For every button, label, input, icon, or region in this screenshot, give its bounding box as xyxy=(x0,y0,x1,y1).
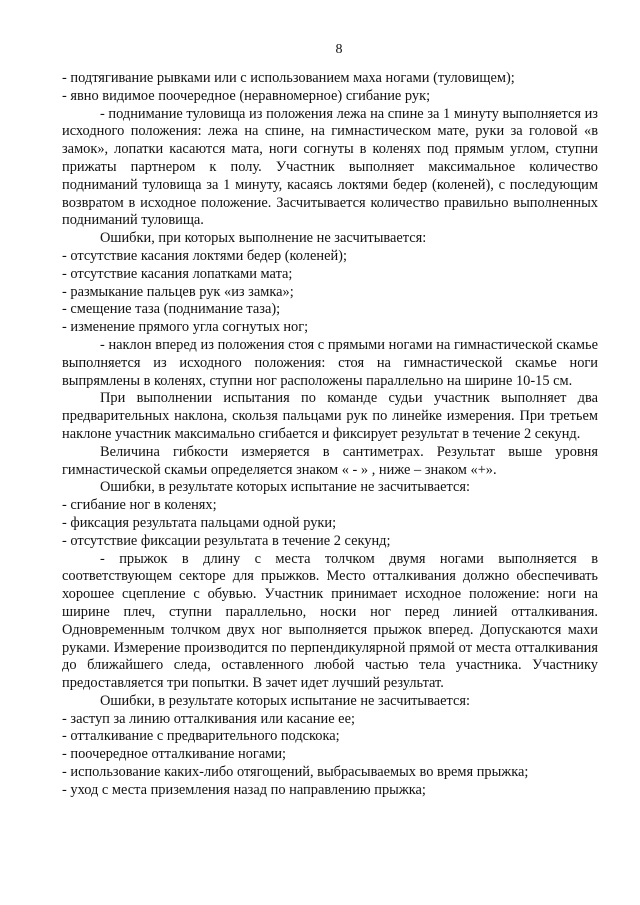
list-item: - уход с места приземления назад по направлению прыжка; xyxy=(62,781,426,798)
list-item: - отталкивание с предварительного подскока; xyxy=(62,728,340,745)
paragraph-bend-procedure: При выполнении испытания по команде судьи участник выполняет два предварительных наклона, скользя пальцами рук по линейке измерения. При третьем наклоне участник максимально сгибается и фиксирует результат в течение 2 секунд. xyxy=(62,390,598,442)
list-item: - смещение таза (поднимание таза); xyxy=(62,301,281,318)
list-item: - использование каких-либо отягощений, выбрасываемых во время прыжка; xyxy=(62,764,529,781)
list-item: - явно видимое поочередное (неравномерное) сгибание рук; xyxy=(62,87,431,104)
paragraph-forward-bend: - наклон вперед из положения стоя с прямыми ногами на гимнастической скамье выполняется из исходного положения: стоя на гимнастической скамье ноги выпрямлены в коленях, ступни ног расположены параллельно на ширине 10-15 см. xyxy=(62,336,598,389)
paragraph-long-jump: - прыжок в длину с места толчком двумя ногами выполняется в соответствующем секторе для прыжков. Место отталкивания должно обеспечивать хорошее сцепление с обувью. Участник принимает исходное положение: ноги на ширине плеч, ступни параллельно, носки ног перед линией отталкивания. Одновременным толчком двух ног выполняется прыжок вперед. Допускаются махи руками. Измерение производится по перпендикулярной прямой от места отталкивания до ближайшего следа, оставленного любой частью тела участника. Участнику предоставляется три попытки. В зачет идет лучший результат. xyxy=(62,550,598,692)
paragraph-errors-heading: Ошибки, в результате которых испытание не засчитывается: xyxy=(100,479,470,496)
list-item: - отсутствие касания лопатками мата; xyxy=(62,265,293,282)
paragraph-flexibility-measure: Величина гибкости измеряется в сантиметрах. Результат выше уровня гимнастической скамьи определяется знаком « - » , ниже – знаком «+». xyxy=(62,443,598,478)
list-item: - поочередное отталкивание ногами; xyxy=(62,746,287,763)
list-item: - подтягивание рывками или с использованием маха ногами (туловищем); xyxy=(62,70,515,86)
list-item: - отсутствие касания локтями бедер (коленей); xyxy=(62,247,347,264)
list-item: - отсутствие фиксации результата в течение 2 секунд; xyxy=(62,532,391,549)
list-item: - сгибание ног в коленях; xyxy=(62,497,217,514)
list-item: - фиксация результата пальцами одной руки; xyxy=(62,514,337,531)
page-number: 8 xyxy=(335,42,343,57)
list-item: - изменение прямого угла согнутых ног; xyxy=(62,319,309,336)
document-body xyxy=(62,70,598,800)
paragraph-sit-ups: - поднимание туловища из положения лежа на спине за 1 минуту выполняется из исходного положения: лежа на спине, на гимнастическом мате, руки за головой «в замок», лопатки касаются мата, ноги согнуты в коленях под прямым углом, ступни прижаты партнером к полу. Участник выполняет максимальное количество подниманий туловища за 1 минуту, касаясь локтями бедер (коленей), с последующим возвратом в исходное положение. Засчитывается количество правильно выполненных подниманий туловища. xyxy=(62,105,598,229)
list-item: - размыкание пальцев рук «из замка»; xyxy=(62,283,294,300)
paragraph-errors-heading: Ошибки, в результате которых испытание не засчитывается: xyxy=(100,692,470,709)
paragraph-errors-heading: Ошибки, при которых выполнение не засчитывается: xyxy=(100,230,427,247)
list-item: - заступ за линию отталкивания или касание ее; xyxy=(62,710,355,727)
